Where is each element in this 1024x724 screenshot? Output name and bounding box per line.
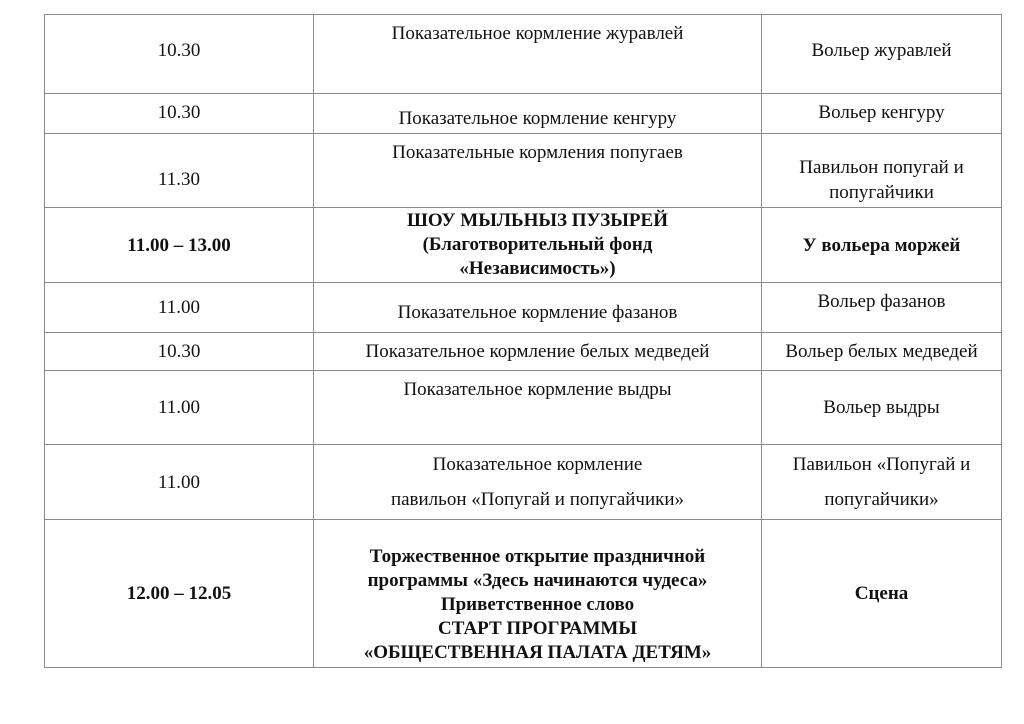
place-cell: Павильон «Попугай и попугайчики» <box>762 445 1002 520</box>
time-cell: 11.00 <box>45 371 314 445</box>
event-cell: Показательное кормление журавлей <box>314 15 762 94</box>
event-cell: Показательные кормления попугаев <box>314 134 762 208</box>
time-cell: 10.30 <box>45 94 314 134</box>
table-row <box>45 445 1002 520</box>
place-cell: Павильон попугай и попугайчики <box>762 134 1002 208</box>
event-cell: Торжественное открытие праздничной программы «Здесь начинаются чудеса» Приветственное слово СТАРТ ПРОГРАММЫ «ОБЩЕСТВЕННАЯ ПАЛАТА ДЕТЯМ» <box>314 520 762 668</box>
table-row <box>45 134 1002 208</box>
schedule-table <box>44 14 1002 668</box>
event-cell: Показательное кормление фазанов <box>314 283 762 333</box>
time-cell: 11.00 <box>45 445 314 520</box>
time-cell: 12.00 – 12.05 <box>45 520 314 668</box>
event-cell: ШОУ МЫЛЬНЫЗ ПУЗЫРЕЙ (Благотворительный фонд «Независимость») <box>314 208 762 283</box>
time-cell: 11.00 <box>45 283 314 333</box>
place-cell: У вольера моржей <box>762 208 1002 283</box>
table-row <box>45 94 1002 134</box>
time-cell: 11.30 <box>45 134 314 208</box>
place-cell: Вольер белых медведей <box>762 333 1002 371</box>
time-cell: 10.30 <box>45 15 314 94</box>
event-cell: Показательное кормление выдры <box>314 371 762 445</box>
place-cell: Сцена <box>762 520 1002 668</box>
place-cell: Вольер журавлей <box>762 15 1002 94</box>
place-cell: Вольер фазанов <box>762 283 1002 333</box>
table-row <box>45 208 1002 283</box>
table-row <box>45 333 1002 371</box>
place-cell: Вольер выдры <box>762 371 1002 445</box>
event-cell: Показательное кормление белых медведей <box>314 333 762 371</box>
table-row <box>45 520 1002 668</box>
table-row <box>45 371 1002 445</box>
event-cell: Показательное кормление павильон «Попугай и попугайчики» <box>314 445 762 520</box>
table-row <box>45 283 1002 333</box>
time-cell: 11.00 – 13.00 <box>45 208 314 283</box>
place-cell: Вольер кенгуру <box>762 94 1002 134</box>
event-cell: Показательное кормление кенгуру <box>314 94 762 134</box>
table-row <box>45 15 1002 94</box>
time-cell: 10.30 <box>45 333 314 371</box>
